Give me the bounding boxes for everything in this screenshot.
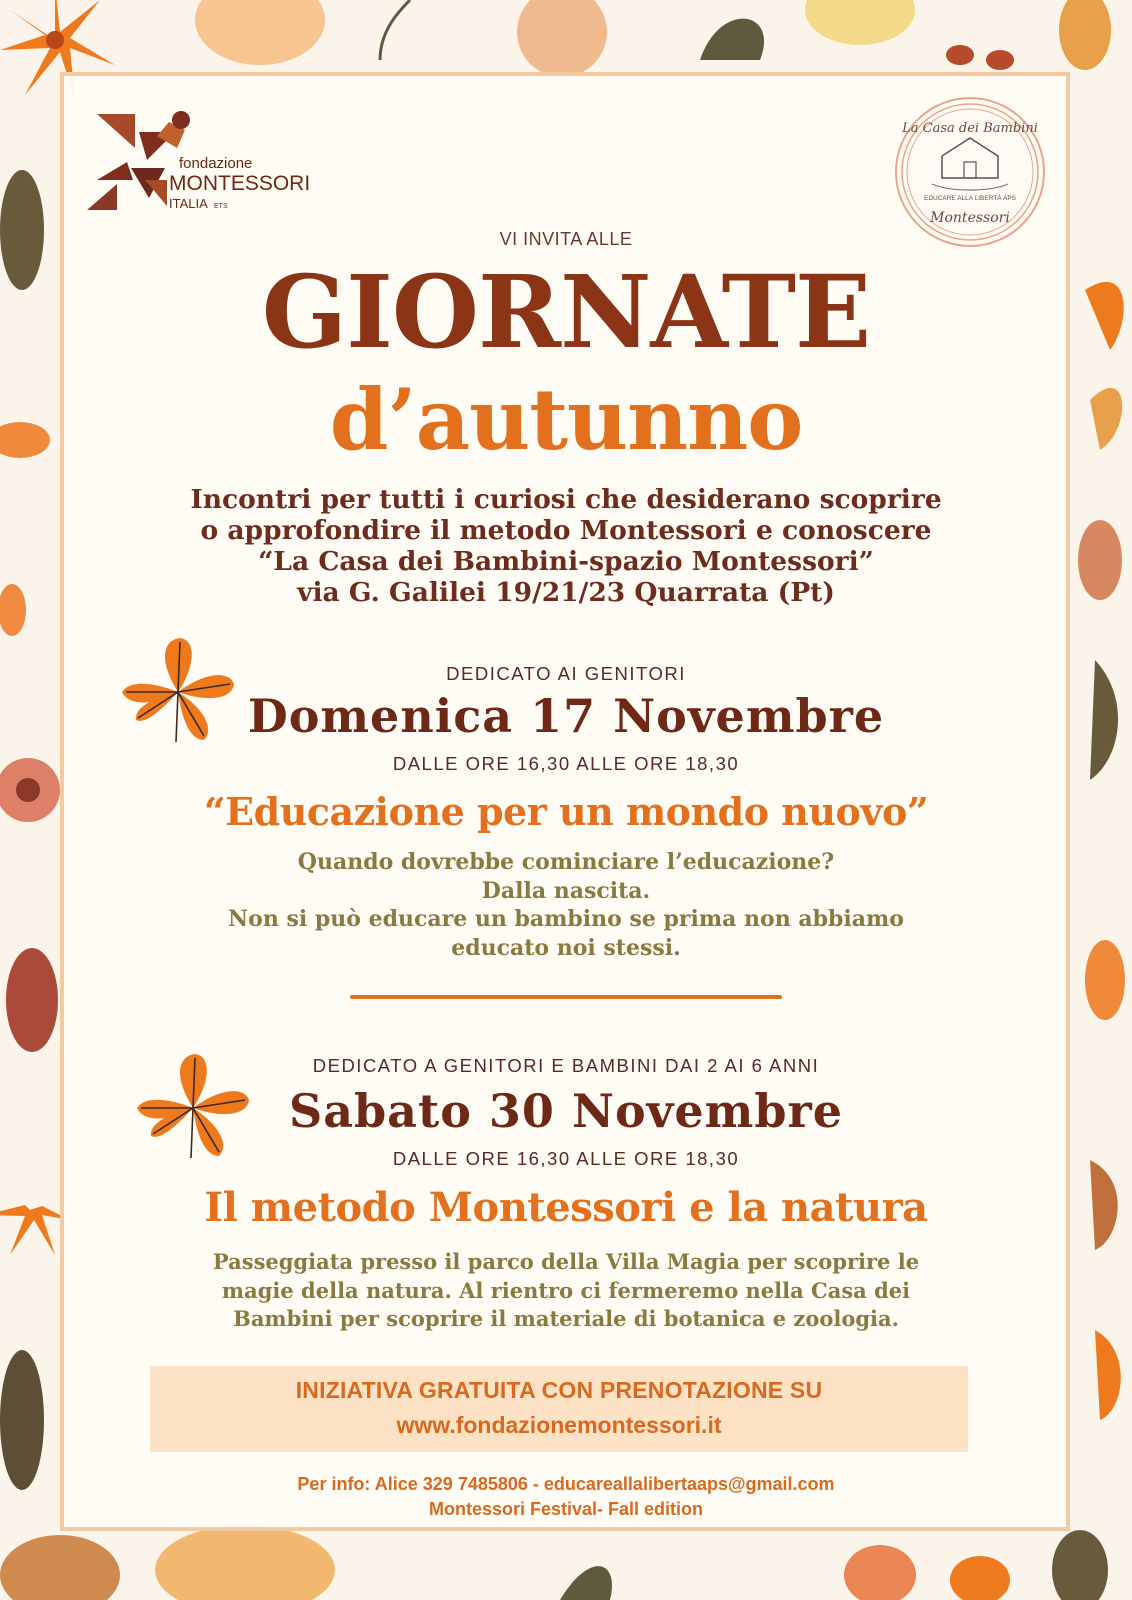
intro-line: “La Casa dei Bambini-spazio Montessori” xyxy=(258,546,874,577)
event-2-audience: DEDICATO A GENITORI E BAMBINI DAI 2 AI 6 ANNI xyxy=(312,1055,820,1076)
svg-text:MONTESSORI: MONTESSORI xyxy=(169,172,311,195)
description-line: magie della natura. Al rientro ci fermeremo nella Casa dei xyxy=(221,1277,911,1303)
svg-text:Montessori: Montessori xyxy=(930,210,1010,226)
event-2-hours: DALLE ORE 16,30 ALLE ORE 18,30 xyxy=(392,1148,740,1169)
booking-callout xyxy=(150,1366,968,1452)
booking-link[interactable]: www.fondazionemontessori.it xyxy=(396,1412,722,1438)
event-2-date: Sabato 30 Novembre xyxy=(288,1084,844,1138)
description-line: educato noi stessi. xyxy=(451,934,681,961)
description-line: Bambini per scoprire il materiale di botanica e zoologia. xyxy=(233,1306,899,1331)
description-line: Quando dovrebbe cominciare l’educazione? xyxy=(297,849,835,875)
description-line: Non si può educare un bambino se prima non abbiamo xyxy=(228,906,904,932)
intro-line: Incontri per tutti i curiosi che desiderano scoprire xyxy=(190,484,942,515)
event-1-date: Domenica 17 Novembre xyxy=(247,689,885,743)
event-1-title: “Educazione per un mondo nuovo” xyxy=(203,789,929,834)
fondazione-montessori-logo xyxy=(87,108,317,223)
event-1-hours: DALLE ORE 16,30 ALLE ORE 18,30 xyxy=(392,753,740,774)
event-1-description xyxy=(0,848,1132,962)
footer xyxy=(0,1472,1132,1522)
event-2-title: Il metodo Montessori e la natura xyxy=(204,1184,928,1231)
svg-text:fondazione: fondazione xyxy=(179,155,253,172)
booking-text: INIZIATIVA GRATUITA CON PRENOTAZIONE SU xyxy=(295,1377,823,1403)
festival-edition: Montessori Festival- Fall edition xyxy=(428,1499,704,1519)
intro-line: via G. Galilei 19/21/23 Quarrata (Pt) xyxy=(297,577,835,608)
intro-line: o approfondire il metodo Montessori e conoscere xyxy=(200,515,932,546)
svg-text:ITALIA: ITALIA xyxy=(169,196,208,211)
description-line: Passeggiata presso il parco della Villa Magia per scoprire le xyxy=(212,1249,920,1274)
main-title: GIORNATE xyxy=(261,253,871,371)
svg-text:EDUCARE ALLA LIBERTÀ APS: EDUCARE ALLA LIBERTÀ APS xyxy=(923,195,1017,202)
event-2-description xyxy=(0,1248,1132,1334)
svg-text:ETS: ETS xyxy=(214,203,228,210)
invite-kicker: VI INVITA ALLE xyxy=(499,229,633,249)
event-1-audience: DEDICATO AI GENITORI xyxy=(446,663,686,684)
description-line: Dalla nascita. xyxy=(481,877,651,904)
svg-text:La Casa dei Bambini: La Casa dei Bambini xyxy=(902,121,1038,136)
contact-info: Per info: Alice 329 7485806 - educareallalibertaaps@gmail.com xyxy=(297,1474,835,1494)
main-subtitle: d’autunno xyxy=(329,370,803,469)
section-divider xyxy=(350,995,782,999)
intro-text xyxy=(0,484,1132,608)
la-casa-dei-bambini-logo xyxy=(890,92,1050,252)
